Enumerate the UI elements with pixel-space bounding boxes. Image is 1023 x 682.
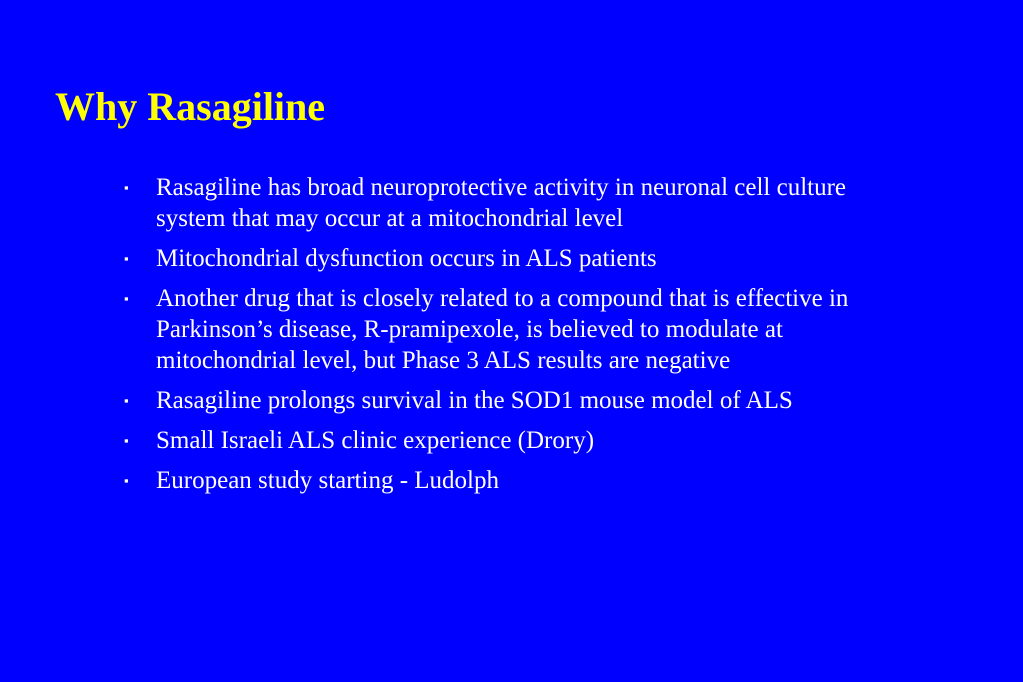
square-bullet-icon: ▪ (124, 433, 129, 448)
square-bullet-icon: ▪ (124, 291, 129, 306)
bullet-text: Another drug that is closely related to a compound that is effective in Parkinson’s disease, R-pramipexole, is believed to modulate at mitochondrial level, but Phase 3 ALS results are negative (156, 285, 849, 374)
bullet-item (120, 243, 880, 274)
bullet-item (120, 385, 880, 416)
bullet-text: Rasagiline prolongs survival in the SOD1 mouse model of ALS (156, 387, 793, 414)
bullet-text: European study starting - Ludolph (156, 467, 499, 494)
slide-title: Why Rasagiline (55, 84, 326, 129)
bullet-item (120, 465, 880, 496)
bullet-text: Mitochondrial dysfunction occurs in ALS patients (156, 245, 657, 272)
square-bullet-icon: ▪ (124, 180, 129, 195)
bullet-text: Rasagiline has broad neuroprotective activity in neuronal cell culture system that may occur at a mitochondrial level (156, 174, 847, 232)
square-bullet-icon: ▪ (124, 473, 129, 488)
bullet-item (120, 425, 880, 456)
bullet-item (120, 283, 880, 376)
bullet-item (120, 172, 880, 234)
bullet-list (120, 172, 880, 505)
square-bullet-icon: ▪ (124, 393, 129, 408)
bullet-text: Small Israeli ALS clinic experience (Drory) (156, 427, 595, 454)
square-bullet-icon: ▪ (124, 251, 129, 266)
